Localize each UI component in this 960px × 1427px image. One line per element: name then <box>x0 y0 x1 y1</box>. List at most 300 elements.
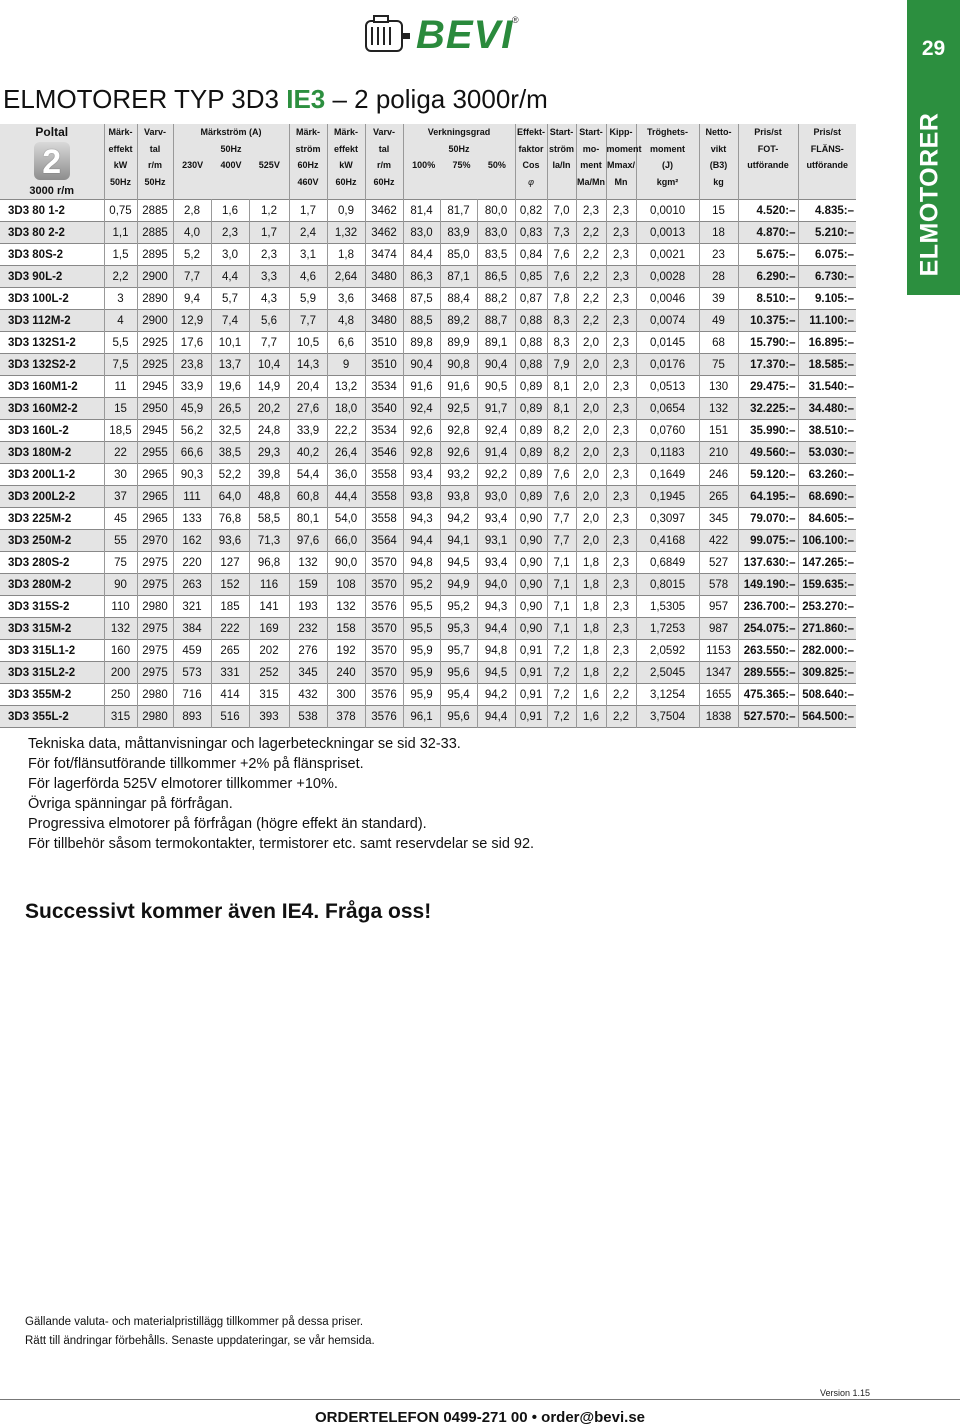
note-line: För fot/flänsutförande tillkommer +2% på flänspriset. <box>28 756 364 772</box>
motor-type-cell: 3D3 315L1-2 <box>8 644 76 657</box>
table-cell: 2,0592 <box>636 640 699 662</box>
table-cell: 20,4 <box>289 376 327 398</box>
table-cell: 24,8 <box>249 420 289 442</box>
price-cell: 84.605:– <box>798 508 856 530</box>
table-cell: 89,2 <box>440 310 477 332</box>
header-line: 60Hz <box>335 176 357 187</box>
motor-type-cell: 3D3 200L2-2 <box>8 490 76 503</box>
table-cell: 2975 <box>137 640 173 662</box>
header-markstrom-60 <box>289 124 327 200</box>
table-cell: 300 <box>327 684 365 706</box>
table-cell: 0,89 <box>515 398 547 420</box>
table-cell: 1,8 <box>576 552 606 574</box>
table-cell: 159 <box>289 574 327 596</box>
header-varvtal-50 <box>137 124 173 200</box>
table-cell: 957 <box>699 596 738 618</box>
table-cell: 7,2 <box>547 706 576 728</box>
table-cell: 2,0 <box>576 376 606 398</box>
table-cell: 0,90 <box>515 508 547 530</box>
table-cell: 3,3 <box>249 266 289 288</box>
table-cell: 132 <box>699 398 738 420</box>
table-cell: 0,0074 <box>636 310 699 332</box>
table-cell: 2,2 <box>576 288 606 310</box>
table-cell: 331 <box>211 662 249 684</box>
table-cell: 44,4 <box>327 486 365 508</box>
table-cell: 2900 <box>137 310 173 332</box>
table-cell: 2950 <box>137 398 173 420</box>
table-cell: 7,6 <box>547 486 576 508</box>
table-cell: 2,3 <box>576 200 606 222</box>
table-cell: 3564 <box>365 530 403 552</box>
table-cell: 22 <box>104 442 137 464</box>
table-cell: 2,5045 <box>636 662 699 684</box>
table-row <box>0 662 856 684</box>
price-cell: 49.560:– <box>738 442 798 464</box>
table-cell: 0,91 <box>515 706 547 728</box>
table-cell: 91,7 <box>477 398 515 420</box>
motor-type-cell: 3D3 315L2-2 <box>8 666 76 679</box>
table-cell: 185 <box>211 596 249 618</box>
table-cell: 276 <box>289 640 327 662</box>
header-line: Mmax/ <box>607 160 636 170</box>
table-cell: 1,8 <box>576 640 606 662</box>
table-cell: 0,8015 <box>636 574 699 596</box>
table-cell: 2,3 <box>606 640 636 662</box>
table-cell: 92,8 <box>403 442 440 464</box>
table-cell: 33,9 <box>289 420 327 442</box>
two-pole-icon <box>34 142 70 180</box>
table-cell: 33,9 <box>173 376 211 398</box>
table-cell: 95,2 <box>440 596 477 618</box>
header-line: kgm² <box>656 176 679 187</box>
header-line: 50Hz <box>109 176 131 187</box>
note-line: Tekniska data, måttanvisningar och lagerbeteckningar se sid 32-33. <box>28 736 461 752</box>
table-cell: 55 <box>104 530 137 552</box>
table-cell: 9 <box>327 354 365 376</box>
bevi-logo <box>364 13 524 61</box>
table-row <box>0 574 856 596</box>
table-cell: 64,0 <box>211 486 249 508</box>
table-cell: 2,3 <box>606 222 636 244</box>
table-cell: 90 <box>104 574 137 596</box>
table-row <box>0 706 856 728</box>
table-cell: 3558 <box>365 486 403 508</box>
motor-type-cell: 3D3 315M-2 <box>8 622 72 635</box>
table-cell: 92,6 <box>440 442 477 464</box>
table-cell: 116 <box>249 574 289 596</box>
price-cell: 289.555:– <box>738 662 798 684</box>
motor-type-cell: 3D3 100L-2 <box>8 292 69 305</box>
table-cell: 3570 <box>365 574 403 596</box>
table-cell: 2,3 <box>606 332 636 354</box>
header-effektfaktor <box>515 124 547 200</box>
table-cell: 0,90 <box>515 530 547 552</box>
table-cell: 1,6 <box>211 200 249 222</box>
table-cell: 2890 <box>137 288 173 310</box>
price-cell: 17.370:– <box>738 354 798 376</box>
table-cell: 133 <box>173 508 211 530</box>
price-cell: 11.100:– <box>798 310 856 332</box>
table-cell: 90,0 <box>327 552 365 574</box>
table-cell: 88,5 <box>403 310 440 332</box>
table-cell: 89,8 <box>403 332 440 354</box>
table-cell: 2885 <box>137 222 173 244</box>
table-cell: 94,2 <box>440 508 477 530</box>
table-cell: 94,4 <box>477 706 515 728</box>
header-line: (J) <box>662 160 674 170</box>
table-cell: 18 <box>699 222 738 244</box>
table-cell: 716 <box>173 684 211 706</box>
header-line: kW <box>339 160 353 170</box>
table-cell: 40,2 <box>289 442 327 464</box>
table-cell: 0,89 <box>515 486 547 508</box>
table-cell: 2,3 <box>606 618 636 640</box>
table-cell: 1655 <box>699 684 738 706</box>
table-cell: 2,2 <box>606 706 636 728</box>
header-line: 50Hz <box>144 176 166 187</box>
table-cell: 94,3 <box>477 596 515 618</box>
table-cell: 7,6 <box>547 464 576 486</box>
table-cell: 2925 <box>137 332 173 354</box>
price-cell: 68.690:– <box>798 486 856 508</box>
page-number: 29 <box>921 37 946 60</box>
table-cell: 87,5 <box>403 288 440 310</box>
table-cell: 66,0 <box>327 530 365 552</box>
table-cell: 3534 <box>365 420 403 442</box>
table-cell: 3462 <box>365 222 403 244</box>
pole-number: 2 <box>42 142 62 181</box>
table-cell: 0,0013 <box>636 222 699 244</box>
header-line: Start- <box>549 127 574 137</box>
table-cell: 7,2 <box>547 684 576 706</box>
table-cell: 3546 <box>365 442 403 464</box>
table-cell: 15 <box>104 398 137 420</box>
table-cell: 93,4 <box>477 552 515 574</box>
table-cell: 20,2 <box>249 398 289 420</box>
table-row <box>0 420 856 442</box>
table-cell: 2,0 <box>576 442 606 464</box>
brand-name: BEVI <box>416 13 514 57</box>
table-cell: 75 <box>699 354 738 376</box>
table-cell: 56,2 <box>173 420 211 442</box>
table-cell: 252 <box>249 662 289 684</box>
table-cell: 2,0 <box>576 464 606 486</box>
table-cell: 2,3 <box>606 420 636 442</box>
header-line: 460V <box>297 176 319 187</box>
table-cell: 8,1 <box>547 376 576 398</box>
table-cell: 91,4 <box>477 442 515 464</box>
table-cell: 91,6 <box>440 376 477 398</box>
title-ie-class: IE3 <box>286 84 326 114</box>
table-cell: 315 <box>249 684 289 706</box>
table-cell: 393 <box>249 706 289 728</box>
table-cell: 0,88 <box>515 354 547 376</box>
table-cell: 0,83 <box>515 222 547 244</box>
table-row <box>0 288 856 310</box>
table-cell: 0,4168 <box>636 530 699 552</box>
price-cell: 63.260:– <box>798 464 856 486</box>
table-cell: 573 <box>173 662 211 684</box>
header-line: 50Hz <box>220 143 242 154</box>
table-cell: 7,6 <box>547 244 576 266</box>
table-cell: 76,8 <box>211 508 249 530</box>
price-cell: 8.510:– <box>738 288 798 310</box>
table-cell: 17,6 <box>173 332 211 354</box>
note-line: Övriga spänningar på förfrågan. <box>28 796 233 812</box>
table-cell: 0,91 <box>515 640 547 662</box>
table-cell: 2925 <box>137 354 173 376</box>
table-cell: 7,4 <box>211 310 249 332</box>
header-line: mo- <box>582 143 600 154</box>
table-cell: 0,89 <box>515 420 547 442</box>
price-cell: 4.520:– <box>738 200 798 222</box>
price-cell: 282.000:– <box>798 640 856 662</box>
table-cell: 23,8 <box>173 354 211 376</box>
table-cell: 92,6 <box>403 420 440 442</box>
table-cell: 7,7 <box>289 310 327 332</box>
table-cell: 95,3 <box>440 618 477 640</box>
table-cell: 7,0 <box>547 200 576 222</box>
motor-type-cell: 3D3 160M2-2 <box>8 402 78 415</box>
table-cell: 315 <box>104 706 137 728</box>
table-cell: 2,3 <box>606 200 636 222</box>
table-cell: 2975 <box>137 574 173 596</box>
footer-divider <box>0 1399 960 1400</box>
table-cell: 265 <box>211 640 249 662</box>
table-cell: 7,3 <box>547 222 576 244</box>
table-cell: 96,1 <box>403 706 440 728</box>
price-cell: 475.365:– <box>738 684 798 706</box>
header-line: r/m <box>377 160 392 170</box>
table-cell: 0,0021 <box>636 244 699 266</box>
header-col-230v: 230V <box>182 160 204 170</box>
motor-type-cell: 3D3 80 2-2 <box>8 226 65 239</box>
table-cell: 2,0 <box>576 508 606 530</box>
table-cell: 5,5 <box>104 332 137 354</box>
table-cell: 162 <box>173 530 211 552</box>
table-cell: 93,2 <box>440 464 477 486</box>
table-cell: 2975 <box>137 662 173 684</box>
header-line: 60Hz <box>297 160 319 170</box>
table-cell: 3468 <box>365 288 403 310</box>
table-row <box>0 310 856 332</box>
table-cell: 89,9 <box>440 332 477 354</box>
price-cell: 6.290:– <box>738 266 798 288</box>
table-cell: 7,1 <box>547 574 576 596</box>
table-cell: 66,6 <box>173 442 211 464</box>
table-cell: 2,2 <box>606 662 636 684</box>
table-cell: 23 <box>699 244 738 266</box>
table-cell: 95,9 <box>403 684 440 706</box>
table-cell: 2,2 <box>576 244 606 266</box>
header-line: ström <box>549 143 575 154</box>
motor-type-cell: 3D3 132S1-2 <box>8 336 76 349</box>
table-cell: 1,8 <box>576 596 606 618</box>
header-line: moment <box>650 143 686 154</box>
price-cell: 236.700:– <box>738 596 798 618</box>
table-cell: 202 <box>249 640 289 662</box>
table-cell: 10,5 <box>289 332 327 354</box>
table-cell: 75 <box>104 552 137 574</box>
price-cell: 263.550:– <box>738 640 798 662</box>
table-cell: 2,0 <box>576 332 606 354</box>
table-cell: 193 <box>289 596 327 618</box>
table-cell: 2,0 <box>576 530 606 552</box>
table-cell: 92,2 <box>477 464 515 486</box>
header-col-75: 75% <box>452 160 471 170</box>
table-cell: 1,7253 <box>636 618 699 640</box>
table-cell: 48,8 <box>249 486 289 508</box>
table-cell: 250 <box>104 684 137 706</box>
table-cell: 90,4 <box>403 354 440 376</box>
table-cell: 2980 <box>137 684 173 706</box>
motor-type-cell: 3D3 355L-2 <box>8 710 69 723</box>
table-cell: 2980 <box>137 596 173 618</box>
table-cell: 94,1 <box>440 530 477 552</box>
table-cell: 97,6 <box>289 530 327 552</box>
table-cell: 0,0760 <box>636 420 699 442</box>
price-cell: 508.640:– <box>798 684 856 706</box>
table-cell: 92,8 <box>440 420 477 442</box>
table-cell: 3,6 <box>327 288 365 310</box>
table-cell: 3 <box>104 288 137 310</box>
note-line: Progressiva elmotorer på förfrågan (högre effekt än standard). <box>28 816 427 832</box>
table-cell: 2,3 <box>606 574 636 596</box>
table-cell: 2,8 <box>173 200 211 222</box>
table-cell: 36,0 <box>327 464 365 486</box>
motor-type-cell: 3D3 280S-2 <box>8 556 70 569</box>
header-line: 50Hz <box>448 143 470 154</box>
header-line: FOT- <box>757 143 779 154</box>
title-suffix: – 2 poliga 3000r/m <box>325 84 548 114</box>
table-cell: 110 <box>104 596 137 618</box>
table-cell: 220 <box>173 552 211 574</box>
header-line: (B3) <box>709 160 728 170</box>
table-cell: 7,2 <box>547 640 576 662</box>
table-cell: 3576 <box>365 596 403 618</box>
header-poltal <box>0 124 104 200</box>
price-cell: 64.195:– <box>738 486 798 508</box>
header-line: Start- <box>579 127 603 137</box>
table-cell: 14,9 <box>249 376 289 398</box>
table-row <box>0 442 856 464</box>
table-cell: 1,1 <box>104 222 137 244</box>
table-cell: 8,2 <box>547 420 576 442</box>
header-line: ment <box>580 160 602 170</box>
note-line: För tillbehör såsom termokontakter, termistorer etc. samt reservdelar se sid 92. <box>28 836 535 852</box>
table-cell: 2975 <box>137 618 173 640</box>
table-cell: 45 <box>104 508 137 530</box>
table-cell: 18,0 <box>327 398 365 420</box>
table-cell: 7,1 <box>547 552 576 574</box>
table-cell: 3,1 <box>289 244 327 266</box>
header-line: Ma/Mn <box>577 176 606 187</box>
table-cell: 9,4 <box>173 288 211 310</box>
table-cell: 32,5 <box>211 420 249 442</box>
table-cell: 2895 <box>137 244 173 266</box>
table-cell: 3576 <box>365 706 403 728</box>
registered-mark: ® <box>512 15 519 25</box>
price-cell: 35.990:– <box>738 420 798 442</box>
header-line: Netto- <box>705 127 732 137</box>
table-cell: 160 <box>104 640 137 662</box>
table-row <box>0 354 856 376</box>
table-cell: 1,2 <box>249 200 289 222</box>
header-line: Cos <box>522 160 540 170</box>
table-cell: 538 <box>289 706 327 728</box>
table-cell: 432 <box>289 684 327 706</box>
table-cell: 90,5 <box>477 376 515 398</box>
header-line: Kipp- <box>609 127 633 137</box>
motor-type-cell: 3D3 112M-2 <box>8 314 71 327</box>
price-cell: 38.510:– <box>798 420 856 442</box>
table-cell: 263 <box>173 574 211 596</box>
table-cell: 71,3 <box>249 530 289 552</box>
table-cell: 1,8 <box>327 244 365 266</box>
table-cell: 2,2 <box>576 222 606 244</box>
header-line: Märk- <box>296 127 321 137</box>
price-cell: 309.825:– <box>798 662 856 684</box>
table-cell: 3570 <box>365 552 403 574</box>
price-cell: 149.190:– <box>738 574 798 596</box>
table-cell: 3480 <box>365 266 403 288</box>
table-cell: 152 <box>211 574 249 596</box>
table-cell: 8,3 <box>547 310 576 332</box>
table-cell: 49 <box>699 310 738 332</box>
header-col-100: 100% <box>412 160 436 170</box>
table-cell: 0,9 <box>327 200 365 222</box>
table-cell: 0,0010 <box>636 200 699 222</box>
table-cell: 4 <box>104 310 137 332</box>
poltal-unit: 3000 r/m <box>29 184 75 197</box>
table-cell: 85,0 <box>440 244 477 266</box>
version-label: Version 1.15 <box>819 1388 870 1398</box>
price-cell: 253.270:– <box>798 596 856 618</box>
header-pris-flans <box>798 124 856 200</box>
table-cell: 14,3 <box>289 354 327 376</box>
table-cell: 0,90 <box>515 574 547 596</box>
price-cell: 79.070:– <box>738 508 798 530</box>
table-cell: 45,9 <box>173 398 211 420</box>
table-cell: 0,90 <box>515 552 547 574</box>
price-cell: 10.375:– <box>738 310 798 332</box>
header-line: moment <box>606 143 642 154</box>
table-row <box>0 530 856 552</box>
table-row <box>0 376 856 398</box>
table-cell: 26,5 <box>211 398 249 420</box>
table-cell: 246 <box>699 464 738 486</box>
table-cell: 192 <box>327 640 365 662</box>
table-cell: 92,4 <box>477 420 515 442</box>
table-header-row <box>0 124 856 200</box>
table-cell: 0,1945 <box>636 486 699 508</box>
header-line: effekt <box>108 143 133 154</box>
table-row <box>0 596 856 618</box>
header-varvtal-60 <box>365 124 403 200</box>
footnote-line: Gällande valuta- och materialpristillägg tillkommer på dessa priser. <box>25 1316 364 1328</box>
header-line: Tröghets- <box>647 127 689 137</box>
table-cell: 19,6 <box>211 376 249 398</box>
price-cell: 9.105:– <box>798 288 856 310</box>
table-cell: 30 <box>104 464 137 486</box>
table-cell: 26,4 <box>327 442 365 464</box>
header-line: Ia/In <box>552 160 571 170</box>
header-kippmoment <box>606 124 642 200</box>
table-row <box>0 244 856 266</box>
table-cell: 2,3 <box>249 244 289 266</box>
table-cell: 4,3 <box>249 288 289 310</box>
table-cell: 7,1 <box>547 596 576 618</box>
